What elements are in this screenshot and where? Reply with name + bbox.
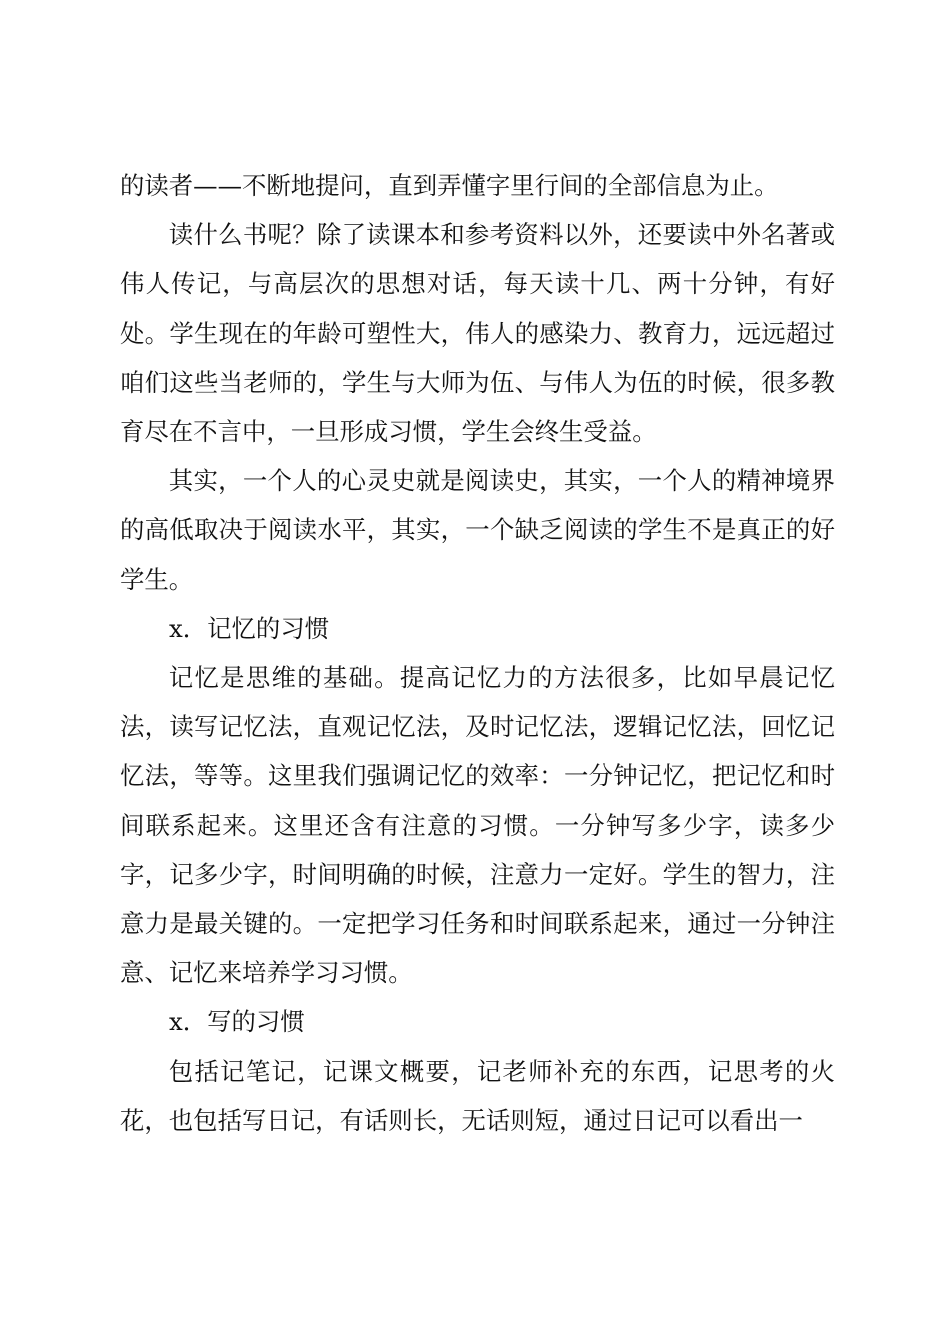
section-heading-memory: x．记忆的习惯	[169, 613, 330, 643]
paragraph-reading-books: 读什么书呢？除了读课本和参考资料以外，还要读中外名著或伟人传记，与高层次的思想对话，每天读十几、两十分钟，有好处。学生现在的年龄可塑性大，伟人的感染力、教育力，远远超过咱们这些当老师的，学生与大师为伍、与伟人为伍的时候，很多教育尽在不言中，一旦形成习惯，学生会终生受益。	[120, 220, 835, 447]
paragraph-writing: 包括记笔记，记课文概要，记老师补充的东西，记思考的火花，也包括写日记，有话则长，无话则短，通过日记可以看出一	[120, 1056, 835, 1135]
paragraph-reading-history: 其实，一个人的心灵史就是阅读史，其实，一个人的精神境界的高低取决于阅读水平，其实，一个缺乏阅读的学生不是真正的好学生。	[120, 466, 835, 594]
paragraph-continuation: 的读者——不断地提问，直到弄懂字里行间的全部信息为止。	[120, 171, 779, 200]
paragraph-memory: 记忆是思维的基础。提高记忆力的方法很多，比如早晨记忆法，读写记忆法，直观记忆法，及时记忆法，逻辑记忆法，回忆记忆法，等等。这里我们强调记忆的效率：一分钟记忆，把记忆和时间联系起来。这里还含有注意的习惯。一分钟写多少字，读多少字，记多少字，时间明确的时候，注意力一定好。学生的智力，注意力是最关键的。一定把学习任务和时间联系起来，通过一分钟注意、记忆来培养学习习惯。	[120, 663, 835, 988]
document-body	[120, 161, 835, 1145]
section-heading-writing: x．写的习惯	[169, 1007, 305, 1037]
